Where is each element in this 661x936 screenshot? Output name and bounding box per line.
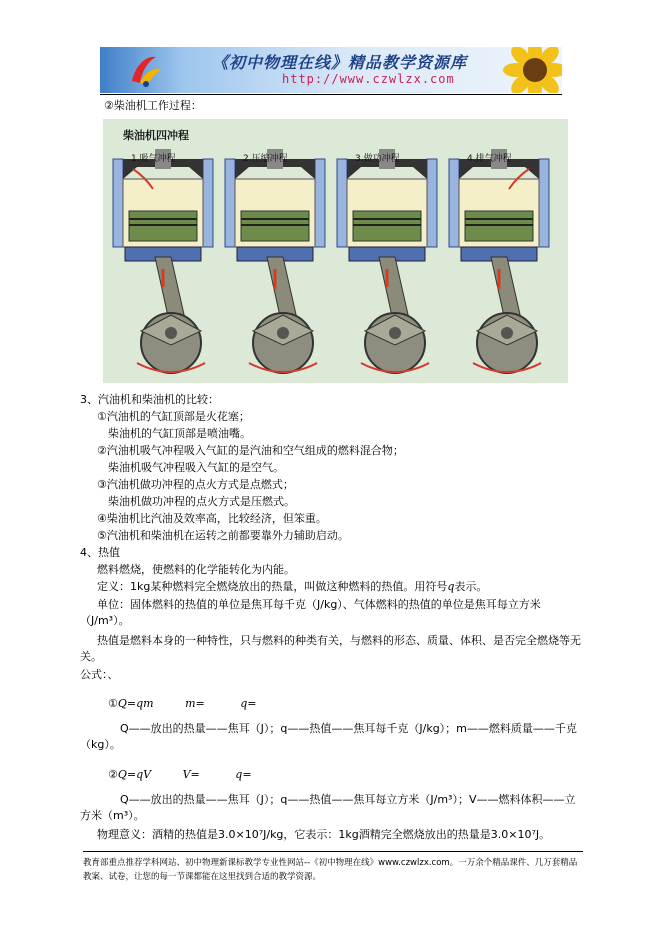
stroke-power-engine xyxy=(337,149,437,373)
comparison-line: 柴油机吸气冲程吸入气缸的是空气。 xyxy=(108,461,284,474)
formula-2: ②Q=qV V= q= xyxy=(108,768,252,781)
footer-rule xyxy=(83,851,583,852)
section-diesel-title: ②柴油机工作过程： xyxy=(104,99,202,112)
figure-title: 柴油机四冲程 xyxy=(123,129,189,142)
formula-1-description: Q——放出的热量——焦耳（J）；q——热值——焦耳每千克（J/kg）；m——燃料质量——千克（kg）。 xyxy=(80,722,577,751)
stroke-label-compression: 2.压缩冲程 xyxy=(243,154,288,164)
site-url[interactable]: http://www.czwlzx.com xyxy=(282,72,455,86)
page-footer: 教育部重点推荐学科网站、初中物理新课标教学专业性网站--《初中物理在线》www.czwlzx.com。一万余个精品课件、几万套精品教案、试卷，让您的每一节课都能在这里找到合适的教学资源。 xyxy=(83,858,578,882)
site-title: 《初中物理在线》精品教学资源库 xyxy=(212,53,468,72)
header-rule xyxy=(100,94,562,95)
heat-value-property: 热值是燃料本身的一种特性，只与燃料的种类有关，与燃料的形态、质量、体积、是否完全燃烧等无关。 xyxy=(80,634,581,663)
comparison-line: ③汽油机做功冲程的点火方式是点燃式； xyxy=(97,478,294,491)
comparison-line: 柴油机做功冲程的点火方式是压燃式。 xyxy=(108,495,295,508)
comparison-line: ④柴油机比汽油及效率高，比较经济，但笨重。 xyxy=(97,512,327,525)
stroke-label-intake: 1.吸气冲程 xyxy=(131,154,176,164)
heat-value-definition: 定义：1kg某种燃料完全燃烧放出的热量，叫做这种燃料的热值。用符号q表示。 xyxy=(97,580,488,593)
heat-value-title: 4、热值 xyxy=(80,546,120,559)
site-logo-icon xyxy=(126,51,166,89)
physical-meaning: 物理意义：酒精的热值是3.0×10⁷J/kg，它表示：1kg酒精完全燃烧放出的热量是3.0×10⁷J。 xyxy=(97,828,551,841)
comparison-line: ⑤汽油机和柴油机在运转之前都要靠外力辅助启动。 xyxy=(97,529,349,542)
formula-label: 公式：、 xyxy=(80,668,119,681)
heat-value-unit: 单位：固体燃料的热值的单位是焦耳每千克（J/kg）、气体燃料的热值的单位是焦耳每立方米（J/m³）。 xyxy=(80,598,541,627)
heat-value-line: 燃料燃烧，使燃料的化学能转化为内能。 xyxy=(97,563,295,576)
stroke-compression-engine xyxy=(225,149,325,373)
header-banner xyxy=(100,47,562,93)
stroke-exhaust-engine xyxy=(449,149,549,373)
stroke-label-power: 3.做功冲程 xyxy=(355,154,400,164)
comparison-line: 柴油机的气缸顶部是喷油嘴。 xyxy=(108,427,251,440)
formula-2-description: Q——放出的热量——焦耳（J）；q——热值——焦耳每立方米（J/m³）；V——燃料体积——立方米（m³）。 xyxy=(80,793,576,822)
comparison-title: 3、汽油机和柴油机的比较： xyxy=(80,393,219,406)
comparison-line: ①汽油机的气缸顶部是火花塞； xyxy=(97,410,250,423)
comparison-line: ②汽油机吸气冲程吸入气缸的是汽油和空气组成的燃料混合物； xyxy=(97,444,404,457)
formula-1: ①Q=qm m= q= xyxy=(108,697,257,710)
diesel-four-stroke-figure xyxy=(103,119,568,383)
four-stroke-diagram xyxy=(103,119,568,383)
stroke-intake-engine xyxy=(113,149,213,373)
sunflower-icon xyxy=(500,47,562,93)
stroke-label-exhaust: 4.排气冲程 xyxy=(467,154,512,164)
